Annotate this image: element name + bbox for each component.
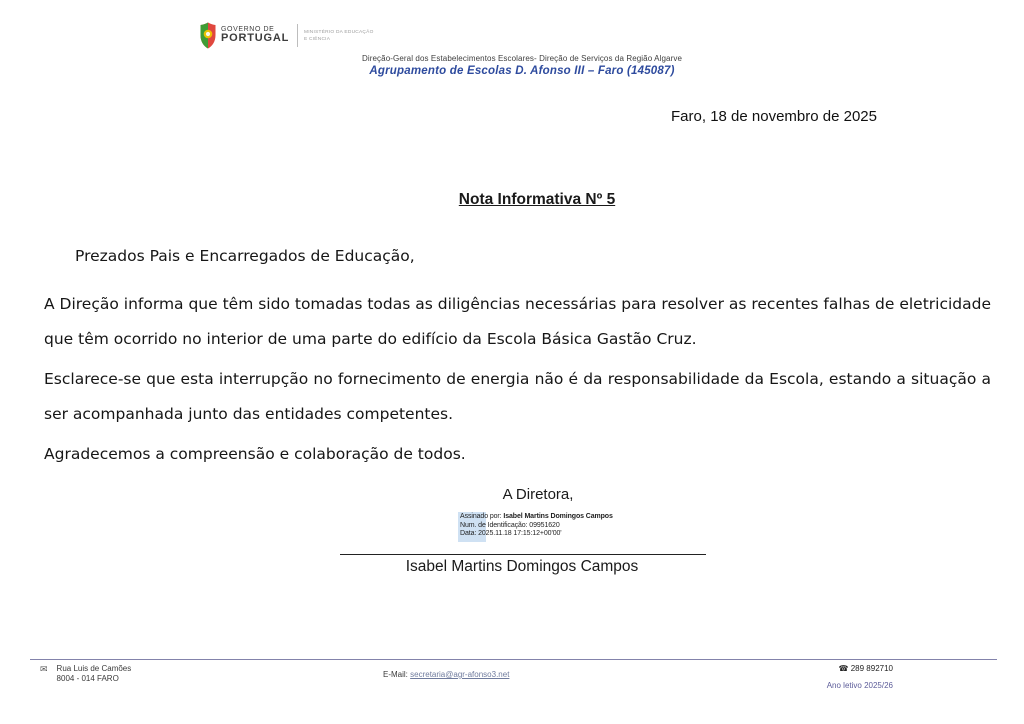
signature-role: A Diretora, [502, 486, 574, 503]
letter-body [44, 239, 991, 477]
ministry-line-1: MINISTÉRIO DA EDUCAÇÃO [304, 29, 374, 34]
school-year-label: Ano letivo 2025/26 [826, 681, 893, 690]
document-title: Nota Informativa Nº 5 [458, 191, 616, 208]
school-group-name: Agrupamento de Escolas D. Afonso III – Faro (145087) [369, 65, 675, 77]
government-wordmark [221, 26, 289, 45]
stamp-signed-by-name: Isabel Martins Domingos Campos [503, 513, 613, 520]
letterhead [322, 54, 722, 77]
logo-divider [297, 24, 298, 47]
stamp-signed-by-label: Assinado por: [460, 513, 504, 520]
paragraph-3: Agradecemos a compreensão e colaboração de todos. [44, 445, 466, 463]
directorate-line: Direção-Geral dos Estabelecimentos Escolares- Direção de Serviços da Região Algarve [361, 54, 682, 63]
stamp-date: Data: 2025.11.18 17:15:12+00'00' [460, 530, 562, 538]
signature-rule [340, 554, 706, 555]
place-and-date: Faro, 18 de novembro de 2025 [671, 108, 877, 125]
stamp-id-number: Num. de Identificação: 09951620 [460, 521, 560, 529]
digital-signature-stamp [460, 513, 613, 539]
address-street: Rua Luis de Camões [56, 664, 132, 673]
address-city: 8004 - 014 FARO [56, 674, 119, 683]
ministry-label [304, 28, 374, 42]
stamp-signed-by [460, 513, 613, 522]
envelope-icon: ✉ [40, 664, 48, 674]
logo-line-portugal: PORTUGAL [221, 32, 290, 45]
ministry-line-2: E CIÊNCIA [304, 36, 331, 42]
footer-email-block [383, 670, 509, 679]
portugal-government-logo [200, 22, 391, 49]
paragraph-1: A Direção informa que têm sido tomadas todas as diligências necessárias para resolver as recentes falhas de eletricidade que têm ocorrido no interior de uma parte do edifício da Escola Básica Gastão Cruz. [44, 295, 991, 348]
email-label: E-Mail: [383, 670, 411, 679]
phone-icon: ☎ [838, 664, 849, 673]
postal-address [57, 664, 132, 684]
portugal-coat-of-arms-icon [200, 22, 216, 49]
logo-line-governo: GOVERNO DE [221, 26, 275, 34]
salutation: Prezados Pais e Encarregados de Educação, [75, 247, 415, 265]
phone-number: 289 892710 [850, 664, 893, 673]
signer-name: Isabel Martins Domingos Campos [405, 558, 639, 575]
paragraph-2: Esclarece-se que esta interrupção no fornecimento de energia não é da responsabilidade da Escola, estando a situação a ser acompanhada junto das entidades competentes. [44, 370, 991, 423]
footer-divider [30, 659, 997, 660]
footer-address-block [40, 664, 131, 684]
email-link[interactable]: secretaria@agr-afonso3.net [410, 670, 510, 679]
footer-phone-block [839, 664, 893, 673]
